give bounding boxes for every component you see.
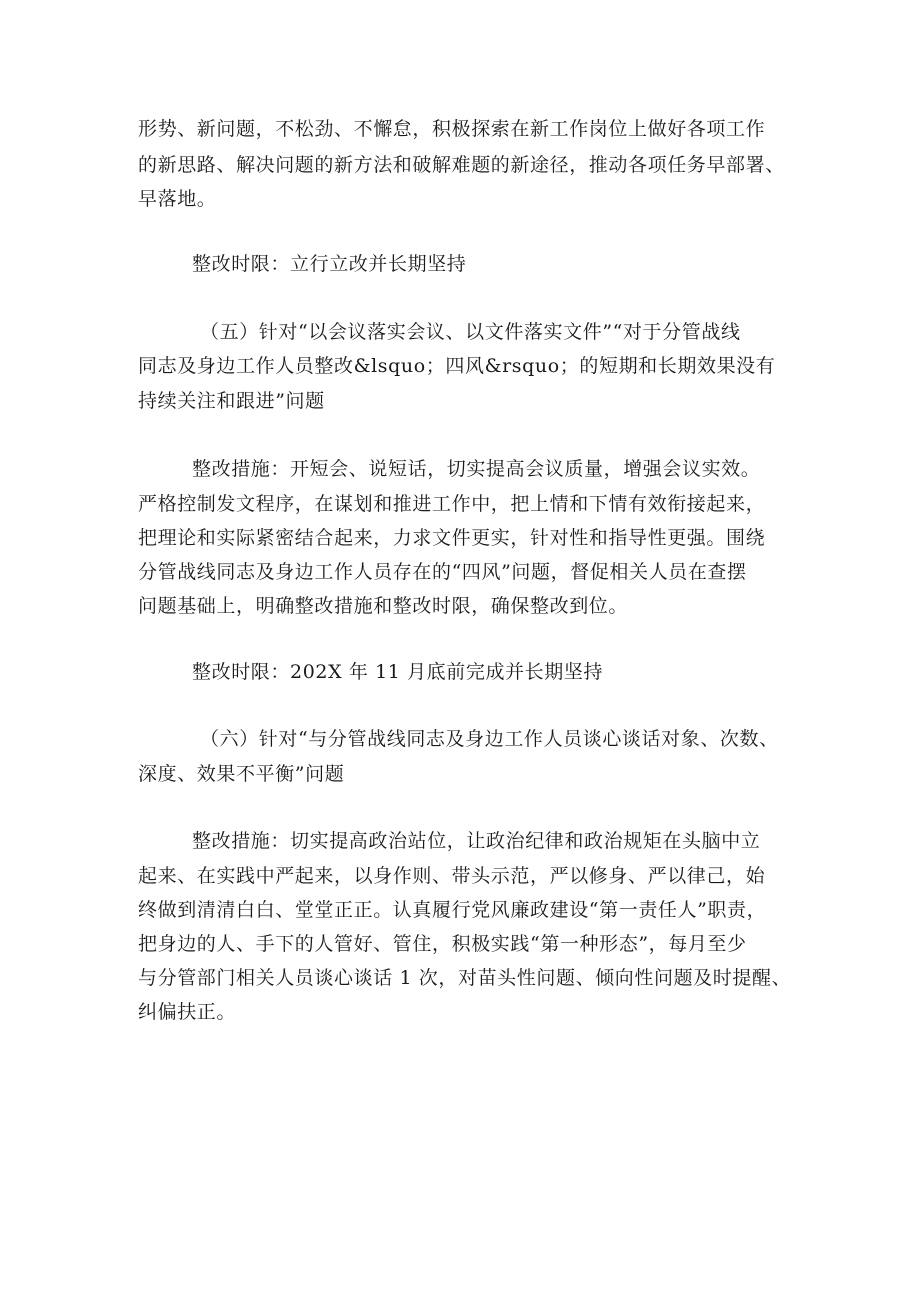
paragraph-line: 起来、在实践中严起来，以身作则、带头示范，严以修身、严以律己，始 <box>138 865 766 887</box>
section-heading: （六）针对“与分管战线同志及身边工作人员谈心谈话对象、次数、 <box>200 728 779 750</box>
paragraph-line: 与分管部门相关人员谈心谈话 1 次，对苗头性问题、倾向性问题及时提醒、 <box>138 967 792 989</box>
paragraph-line: 问题基础上，明确整改措施和整改时限，确保整改到位。 <box>138 595 629 617</box>
paragraph-line: 的新思路、解决问题的新方法和破解难题的新途径，推动各项任务早部署、 <box>138 154 785 176</box>
section-heading-line: 持续关注和跟进”问题 <box>138 390 325 412</box>
rectification-measures: 整改措施：切实提高政治站位，让政治纪律和政治规矩在头脑中立 <box>192 830 761 852</box>
paragraph-line: 纠偏扶正。 <box>138 1001 237 1023</box>
paragraph-line: 早落地。 <box>138 188 217 210</box>
paragraph-line: 把身边的人、手下的人管好、管住，积极实践“第一种形态”，每月至少 <box>138 933 747 955</box>
paragraph-line: 严格控制发文程序，在谋划和推进工作中，把上情和下情有效衔接起来， <box>138 493 766 515</box>
rectification-deadline: 整改时限：立行立改并长期坚持 <box>192 253 467 275</box>
paragraph-line: 终做到清清白白、堂堂正正。认真履行党风廉政建设“第一责任人”职责， <box>138 899 767 921</box>
paragraph-line: 形势、新问题，不松劲、不懈怠，积极探索在新工作岗位上做好各项工作 <box>138 118 766 140</box>
rectification-measures: 整改措施：开短会、说短话，切实提高会议质量，增强会议实效。 <box>192 458 761 480</box>
section-heading-line: 深度、效果不平衡”问题 <box>138 763 345 785</box>
section-heading-line: 同志及身边工作人员整改&lsquo；四风&rsquo；的短期和长期效果没有 <box>138 355 776 377</box>
paragraph-line: 把理论和实际紧密结合起来，力求文件更实，针对性和指导性更强。围绕 <box>138 527 766 549</box>
paragraph-line: 分管战线同志及身边工作人员存在的“四风”问题，督促相关人员在查摆 <box>138 561 747 583</box>
rectification-deadline: 整改时限：202X 年 11 月底前完成并长期坚持 <box>192 661 604 683</box>
section-heading: （五）针对“以会议落实会议、以文件落实文件”“对于分管战线 <box>200 321 741 343</box>
